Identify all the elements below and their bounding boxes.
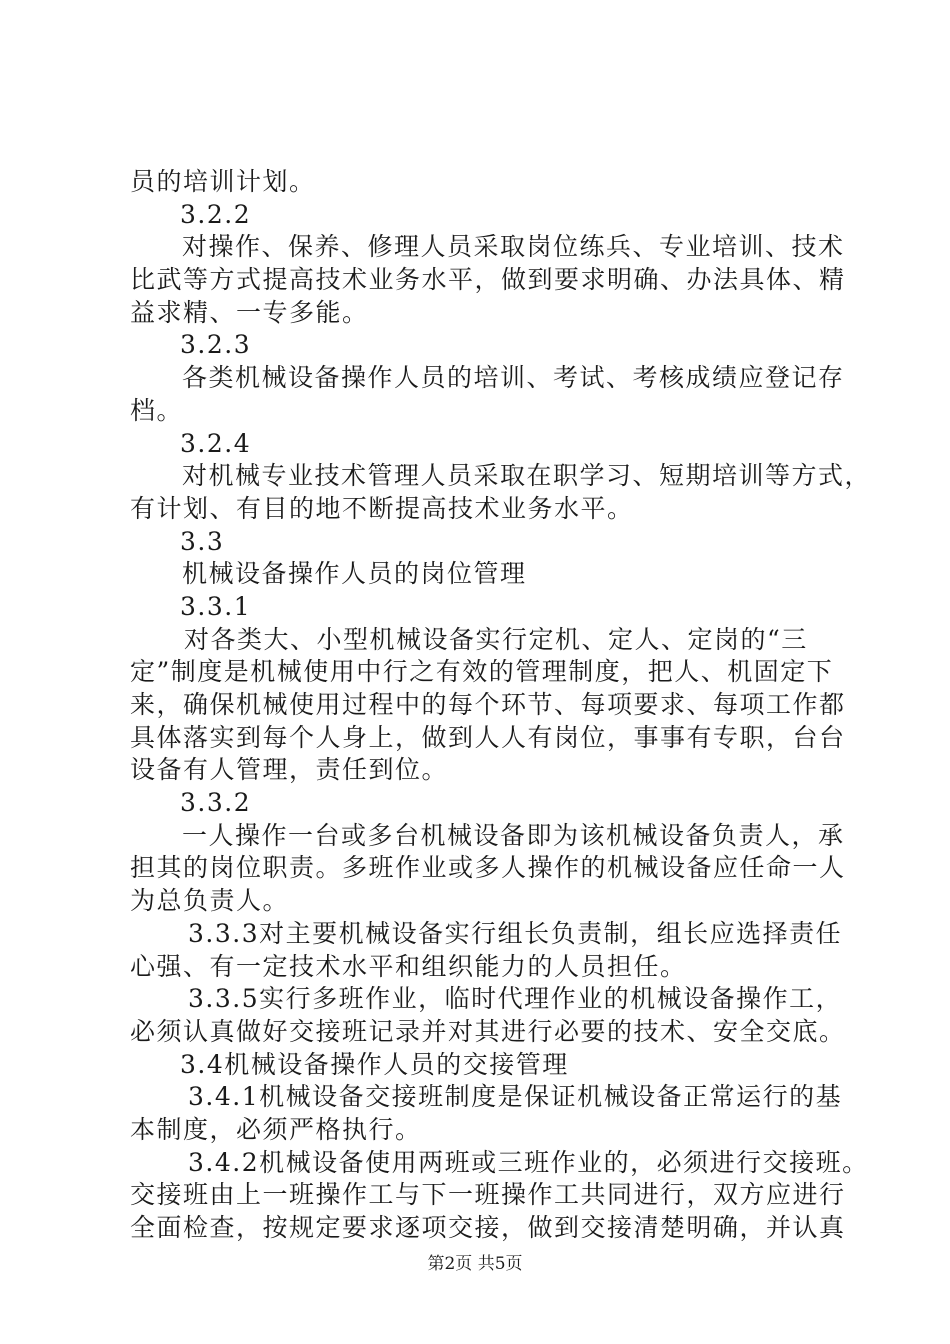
text-line: 3.3.2 (180, 788, 252, 818)
page-number-label: 第2页 共5页 (427, 1254, 523, 1274)
text-line: 担其的岗位职责。多班作业或多人操作的机械设备应任命一人 (130, 853, 846, 883)
text-line: 对机械专业技术管理人员采取在职学习、短期培训等方式， (182, 461, 872, 491)
text-line: 档。 (130, 395, 184, 425)
text-line: 对各类大、小型机械设备实行定机、定人、定岗的“三 (184, 624, 808, 654)
text-line: 3.2.4 (180, 428, 252, 458)
text-line: 各类机械设备操作人员的培训、考试、考核成绩应登记存 (182, 363, 845, 393)
text-line: 全面检查，按规定要求逐项交接，做到交接清楚明确，并认真 (130, 1213, 846, 1242)
text-line: 心强、有一定技术水平和组织能力的人员担任。 (130, 951, 687, 981)
text-line: 具体落实到每个人身上，做到人人有岗位，事事有专职，台台 (130, 722, 846, 752)
text-line: 有计划、有目的地不断提高技术业务水平。 (130, 493, 634, 523)
text-line: 3.3.3对主要机械设备实行组长负责制，组长应选择责任 (188, 918, 843, 948)
text-line: 3.3 (180, 526, 225, 556)
document-body (130, 166, 872, 1245)
text-line: 益求精、一专多能。 (130, 297, 369, 327)
text-line: 来，确保机械使用过程中的每个环节、每项要求、每项工作都 (130, 690, 846, 719)
text-line: 必须认真做好交接班记录并对其进行必要的技术、安全交底。 (130, 1016, 846, 1046)
text-line: 3.2.2 (180, 199, 252, 229)
text-line: 比武等方式提高技术业务水平，做到要求明确、办法具体、精 (130, 265, 846, 295)
text-line: 本制度，必须严格执行。 (130, 1114, 422, 1144)
text-line: 3.4机械设备操作人员的交接管理 (180, 1049, 569, 1079)
text-line: 对操作、保养、修理人员采取岗位练兵、专业培训、技术 (182, 232, 845, 262)
text-line: 3.2.3 (180, 330, 252, 360)
text-line: 交接班由上一班操作工与下一班操作工共同进行，双方应进行 (130, 1180, 846, 1210)
text-line: 设备有人管理，责任到位。 (130, 755, 449, 785)
text-line: 3.3.1 (180, 591, 252, 621)
text-line: 3.4.2机械设备使用两班或三班作业的，必须进行交接班。 (188, 1147, 869, 1177)
text-line: 员的培训计划。 (130, 167, 316, 196)
text-line: 定”制度是机械使用中行之有效的管理制度，把人、机固定下 (130, 657, 834, 687)
text-line: 机械设备操作人员的岗位管理 (182, 559, 527, 589)
page-footer (0, 1253, 950, 1275)
text-line: 一人操作一台或多台机械设备即为该机械设备负责人，承 (182, 820, 845, 850)
text-line: 3.3.5实行多班作业，临时代理作业的机械设备操作工， (188, 984, 843, 1014)
text-line: 为总负责人。 (130, 886, 290, 916)
text-line: 3.4.1机械设备交接班制度是保证机械设备正常运行的基 (188, 1082, 843, 1112)
